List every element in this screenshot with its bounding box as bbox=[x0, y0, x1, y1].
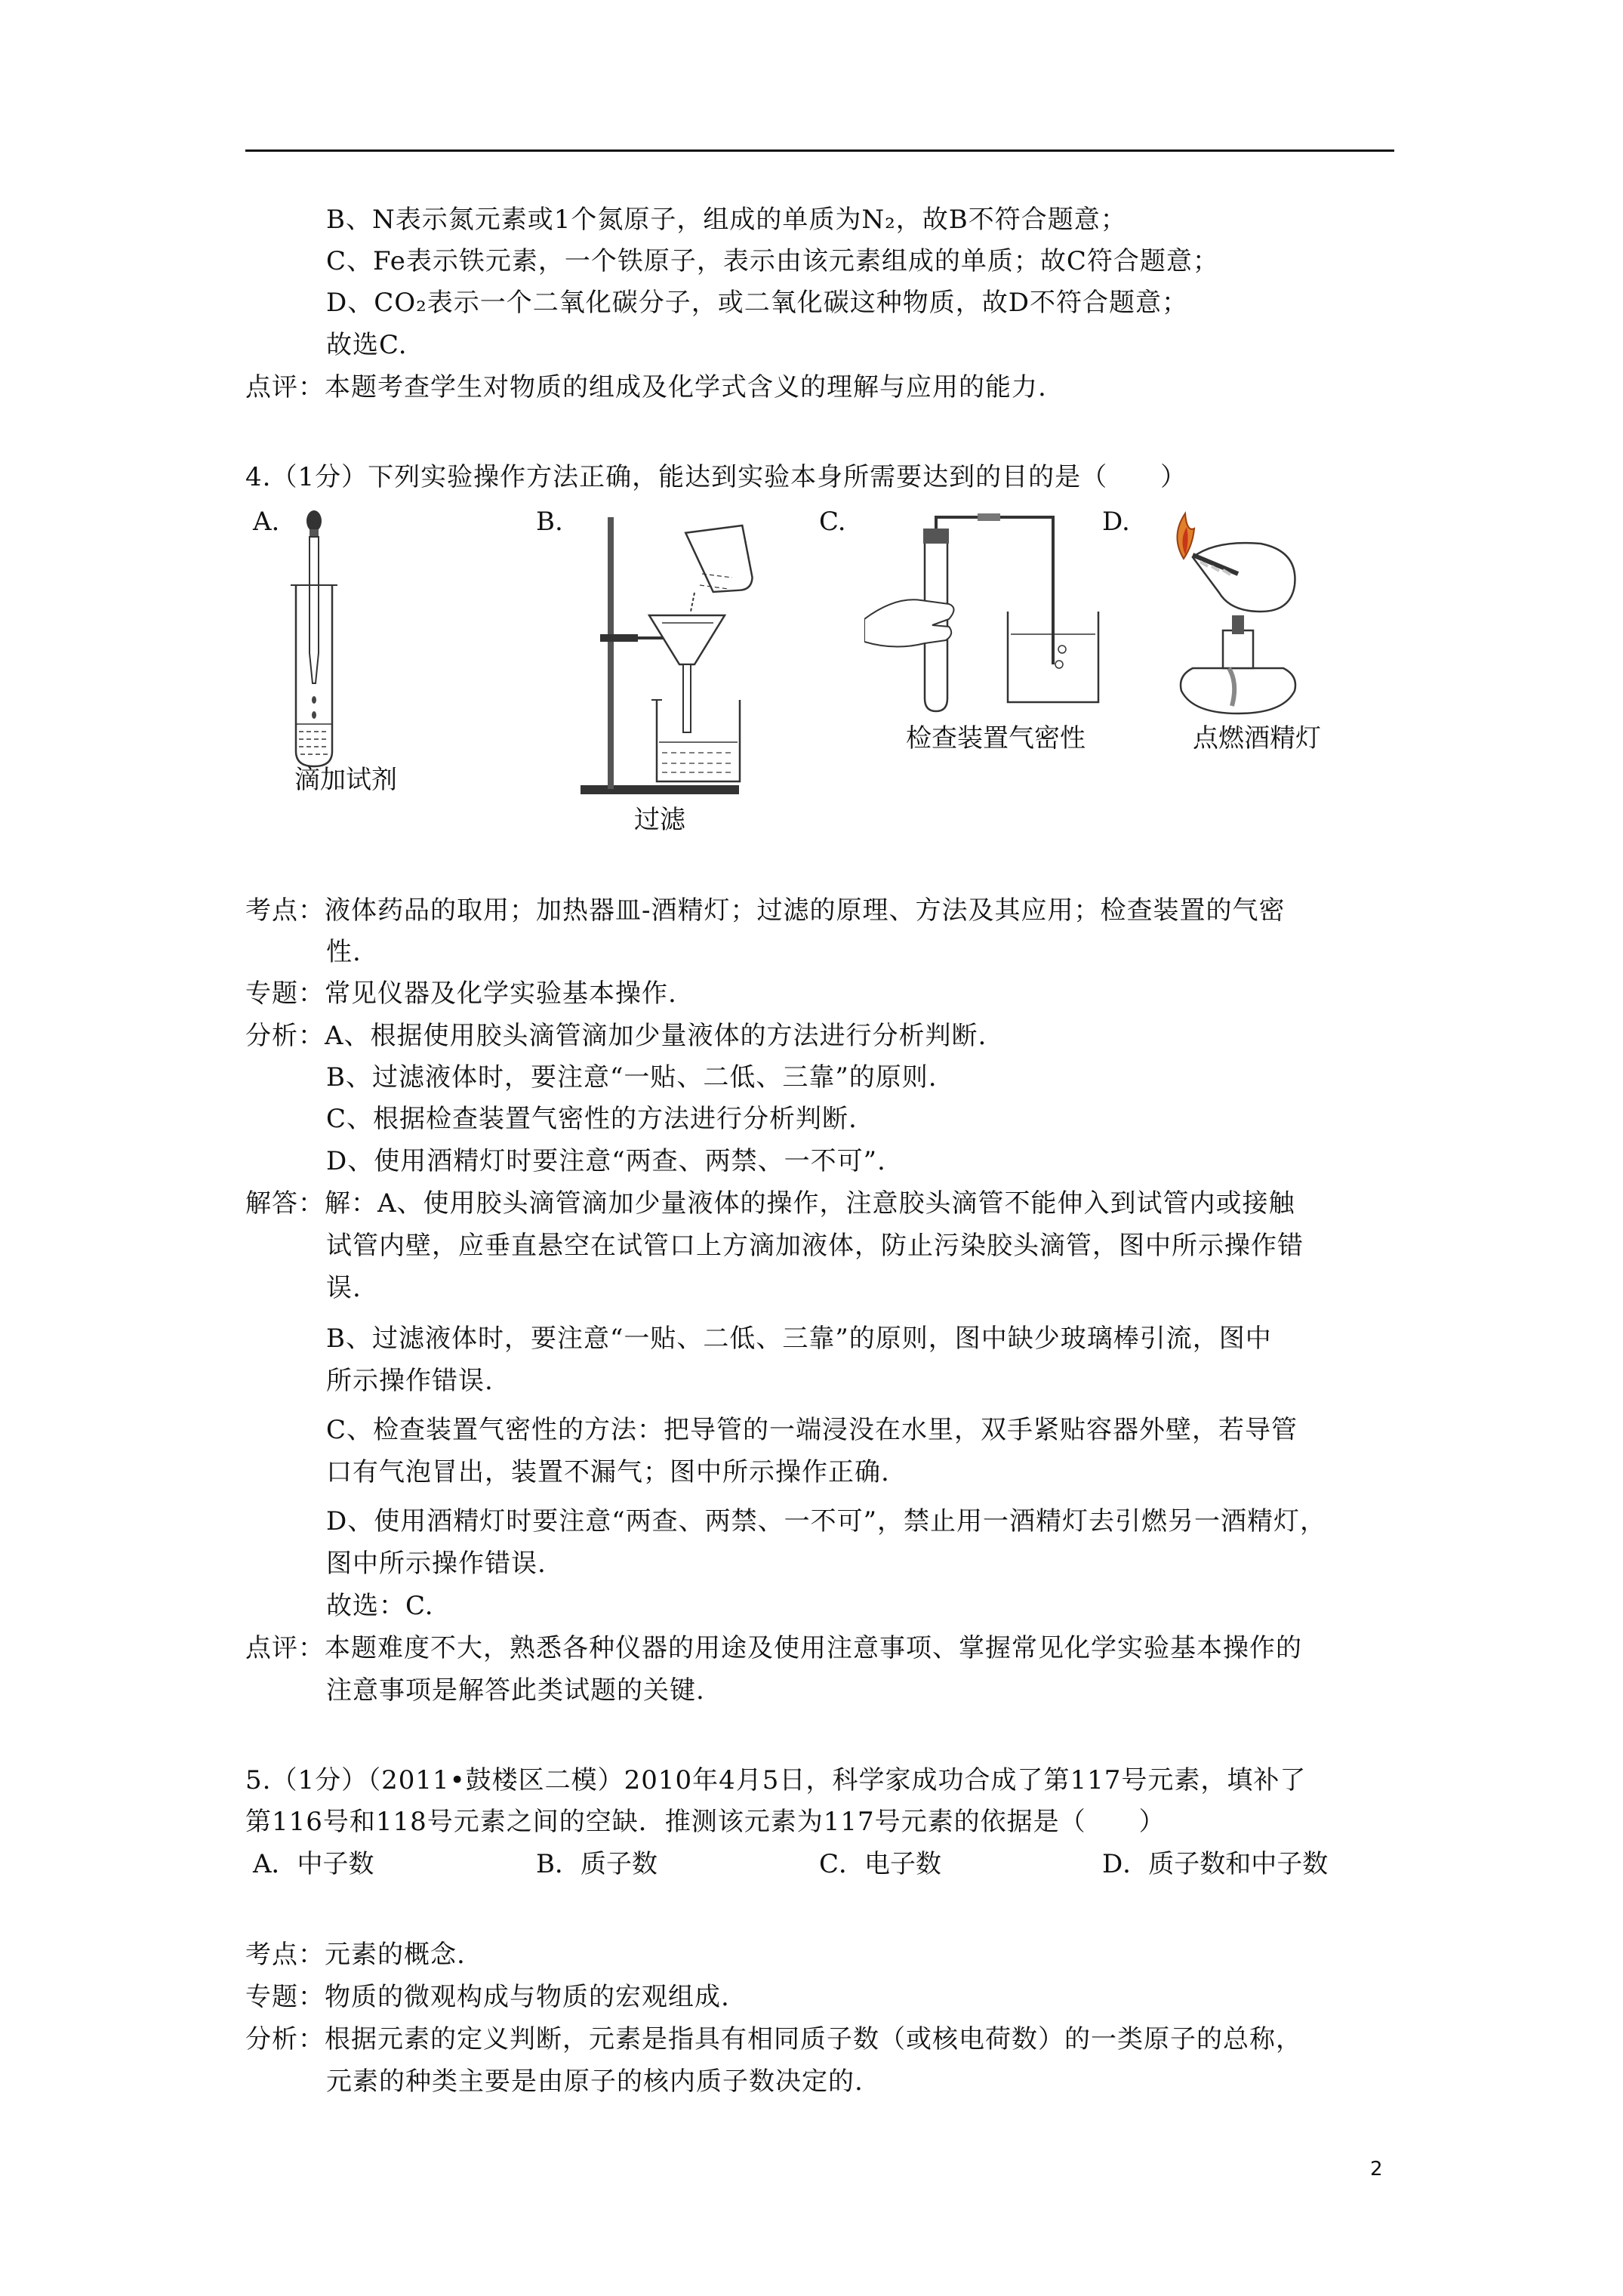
q5-option-a: A．中子数 bbox=[253, 1849, 374, 1879]
jieda-line-5: 所示操作错误. bbox=[326, 1366, 494, 1396]
option-d-label: D. bbox=[1102, 507, 1130, 537]
jieda-line-4: B、过滤液体时，要注意“一贴、二低、三靠”的原则，图中缺少玻璃棒引流，图中 bbox=[326, 1324, 1272, 1354]
jieda-line-8: D、使用酒精灯时要注意“两查、两禁、一不可”，禁止用一酒精灯去引燃另一酒精灯， bbox=[326, 1506, 1327, 1536]
page-number: 2 bbox=[1370, 2158, 1383, 2180]
option-c-label: C. bbox=[819, 507, 846, 537]
caption-c: 检查装置气密性 bbox=[906, 723, 1086, 754]
q5-zhuanti: 专题：物质的微观构成与物质的宏观组成. bbox=[245, 1982, 730, 2012]
q5-option-c: C．电子数 bbox=[819, 1849, 942, 1879]
comment-line: 点评：本题考查学生对物质的组成及化学式含义的理解与应用的能力. bbox=[245, 372, 1047, 402]
q5-option-b: B．质子数 bbox=[536, 1849, 658, 1879]
option-b-label: B. bbox=[536, 507, 563, 537]
dropper-testtube-figure bbox=[287, 502, 362, 774]
header-rule bbox=[245, 149, 1394, 152]
option-a-label: A. bbox=[253, 507, 280, 537]
answer-line-d: D、CO₂表示一个二氧化碳分子，或二氧化碳这种物质，故D不符合题意； bbox=[326, 288, 1189, 318]
answer-choice: 故选C. bbox=[326, 330, 408, 360]
fenxi-line-a: 分析：A、根据使用胶头滴管滴加少量液体的方法进行分析判断. bbox=[245, 1021, 987, 1051]
jieda-line-3: 误. bbox=[326, 1273, 362, 1303]
caption-a: 滴加试剂 bbox=[294, 765, 397, 795]
fenxi-line-b: B、过滤液体时，要注意“一贴、二低、三靠”的原则. bbox=[326, 1062, 938, 1093]
fenxi-line-c: C、根据检查装置气密性的方法进行分析判断. bbox=[326, 1104, 858, 1134]
kaodian-line-1: 考点：液体药品的取用；加热器皿-酒精灯；过滤的原理、方法及其应用；检查装置的气密 bbox=[245, 895, 1286, 926]
fenxi-line-d: D、使用酒精灯时要注意“两查、两禁、一不可”. bbox=[326, 1146, 886, 1176]
question-5-line-1: 5.（1分）（2011•鼓楼区二模）2010年4月5日，科学家成功合成了第117号元素，填补了 bbox=[245, 1765, 1307, 1795]
answer-line-c: C、Fe表示铁元素，一个铁原子，表示由该元素组成的单质；故C符合题意； bbox=[326, 246, 1219, 276]
jieda-line-1: 解答：解：A、使用胶头滴管滴加少量液体的操作，注意胶头滴管不能伸入到试管内或接触 bbox=[245, 1188, 1295, 1219]
zhuanti-line: 专题：常见仪器及化学实验基本操作. bbox=[245, 978, 677, 1009]
question-5-line-2: 第116号和118号元素之间的空缺．推测该元素为117号元素的依据是（ ） bbox=[245, 1807, 1166, 1837]
jieda-line-2: 试管内壁，应垂直悬空在试管口上方滴加液体，防止污染胶头滴管，图中所示操作错 bbox=[326, 1231, 1304, 1261]
kaodian-line-2: 性. bbox=[326, 937, 362, 967]
answer-line-b: B、N表示氮元素或1个氮原子，组成的单质为N₂，故B不符合题意； bbox=[326, 205, 1127, 235]
alcohol-lamp-figure bbox=[1147, 498, 1329, 717]
airtightness-check-figure bbox=[864, 513, 1121, 713]
q5-kaodian: 考点：元素的概念. bbox=[245, 1940, 466, 1970]
q5-fenxi-line-2: 元素的种类主要是由原子的核内质子数决定的. bbox=[326, 2066, 864, 2097]
q5-fenxi-line-1: 分析：根据元素的定义判断，元素是指具有相同质子数（或核电荷数）的一类原子的总称， bbox=[245, 2024, 1302, 2054]
filtration-figure bbox=[570, 502, 796, 804]
jieda-answer: 故选：C. bbox=[326, 1591, 434, 1621]
question-4-stem: 4.（1分）下列实验操作方法正确，能达到实验本身所需要达到的目的是（ ） bbox=[245, 462, 1187, 492]
q5-option-d: D．质子数和中子数 bbox=[1102, 1849, 1329, 1879]
caption-d: 点燃酒精灯 bbox=[1193, 723, 1321, 754]
caption-b: 过滤 bbox=[634, 805, 685, 835]
dianping-line-2: 注意事项是解答此类试题的关键. bbox=[326, 1675, 705, 1706]
jieda-line-9: 图中所示操作错误. bbox=[326, 1549, 547, 1579]
dianping-line-1: 点评：本题难度不大，熟悉各种仪器的用途及使用注意事项、掌握常见化学实验基本操作的 bbox=[245, 1633, 1302, 1663]
jieda-line-7: 口有气泡冒出，装置不漏气；图中所示操作正确. bbox=[326, 1457, 890, 1487]
jieda-line-6: C、检查装置气密性的方法：把导管的一端浸没在水里，双手紧贴容器外壁，若导管 bbox=[326, 1415, 1298, 1445]
